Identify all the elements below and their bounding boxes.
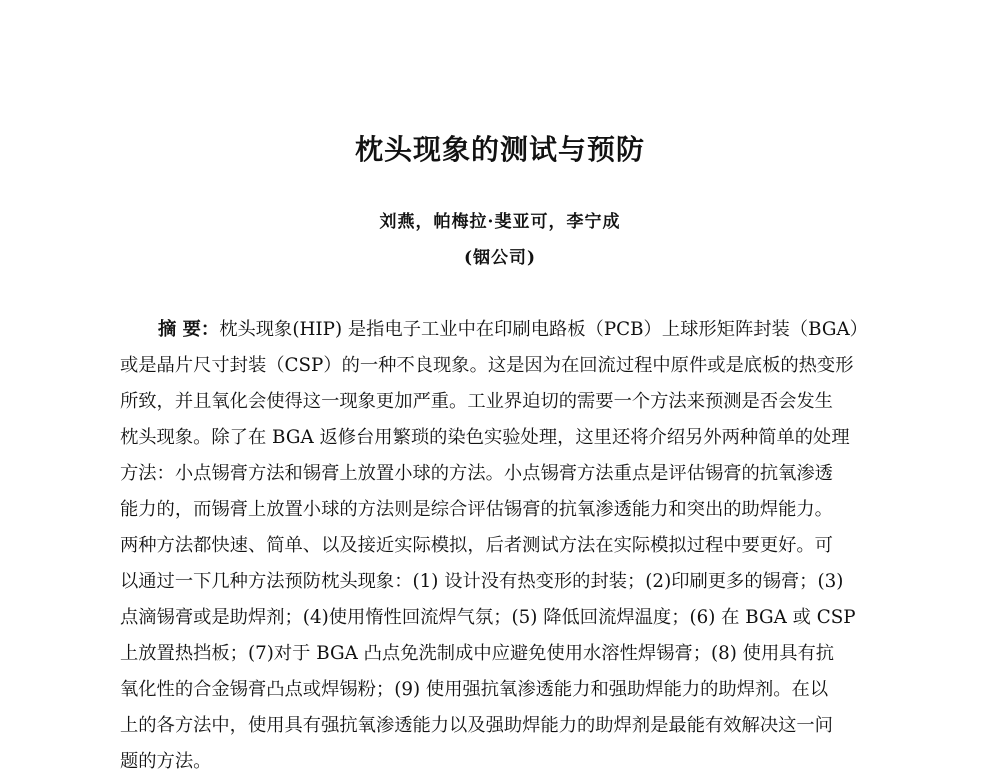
abstract-line: 以通过一下几种方法预防枕头现象：(1) 设计没有热变形的封装；(2)印刷更多的锡膏；(3) — [120, 571, 844, 592]
abstract-line: 题的方法。 — [120, 751, 212, 772]
abstract-line: 或是晶片尺寸封装（CSP）的一种不良现象。这是因为在回流过程中原件或是底板的热变形 — [120, 355, 854, 376]
affiliation: (铟公司) — [463, 248, 537, 268]
abstract-line: 上的各方法中，使用具有强抗氧渗透能力以及强助焊能力的助焊剂是最能有效解决这一问 — [120, 715, 833, 736]
abstract-line: 能力的，而锡膏上放置小球的方法则是综合评估锡膏的抗氧渗透能力和突出的助焊能力。 — [120, 499, 833, 520]
abstract-line: 点滴锡膏或是助焊剂；(4)使用惰性回流焊气氛；(5) 降低回流焊温度；(6) 在 BGA 或 CSP — [120, 607, 856, 628]
abstract-line: 氧化性的合金锡膏凸点或焊锡粉；(9) 使用强抗氧渗透能力和强助焊能力的助焊剂。在以 — [120, 679, 829, 700]
abstract-line: 枕头现象。除了在 BGA 返修台用繁琐的染色实验处理，这里还将介绍另外两种简单的处理 — [120, 427, 850, 448]
abstract-line — [120, 312, 890, 348]
abstract — [120, 312, 890, 780]
abstract-label: 摘 要： — [158, 319, 220, 340]
abstract-line: 方法：小点锡膏方法和锡膏上放置小球的方法。小点锡膏方法重点是评估锡膏的抗氧渗透 — [120, 463, 833, 484]
abstract-line: 上放置热挡板；(7)对于 BGA 凸点免洗制成中应避免使用水溶性焊锡膏；(8) 使用具有抗 — [120, 643, 835, 664]
abstract-text: 枕头现象(HIP) 是指电子工业中在印刷电路板（PCB）上球形矩阵封装（BGA） — [219, 319, 868, 340]
author-list: 刘燕，帕梅拉·斐亚可，李宁成 — [379, 212, 621, 232]
abstract-line: 两种方法都快速、简单、以及接近实际模拟，后者测试方法在实际模拟过程中要更好。可 — [120, 535, 833, 556]
paper-title: 枕头现象的测试与预防 — [354, 133, 645, 166]
abstract-line: 所致，并且氧化会使得这一现象更加严重。工业界迫切的需要一个方法来预测是否会发生 — [120, 391, 833, 412]
